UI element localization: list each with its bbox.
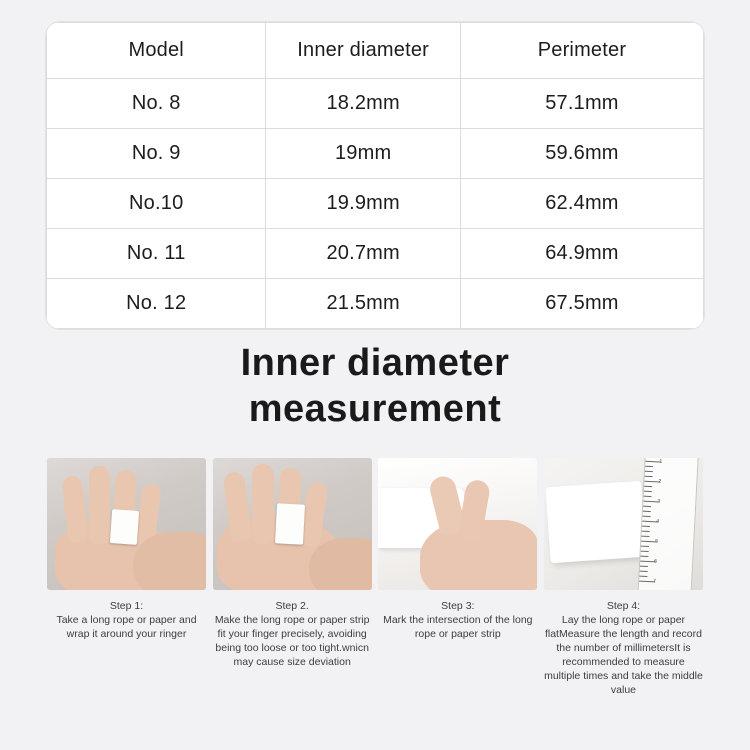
- column-header-inner-diameter: Inner diameter: [266, 23, 460, 79]
- step-title: Step 3:: [441, 600, 475, 612]
- ruler-tick: [645, 466, 653, 467]
- cell-perimeter: 67.5mm: [460, 279, 703, 329]
- step-1-photo: [47, 458, 206, 590]
- page-title: [0, 340, 750, 432]
- ruler-tick: [640, 556, 648, 557]
- ruler-tick: [639, 576, 647, 577]
- cell-model: No.10: [47, 179, 266, 229]
- ruler-tick: [645, 476, 653, 477]
- table-row: [47, 79, 704, 129]
- column-header-model: Model: [47, 23, 266, 79]
- cell-model: No. 12: [47, 279, 266, 329]
- paper-strip: [110, 509, 139, 545]
- ruler-tick: [641, 546, 649, 547]
- ruler-number: 7: [652, 578, 657, 585]
- step-item: [378, 458, 537, 697]
- ruler-number: 4: [656, 518, 660, 525]
- ruler-number: 6: [653, 558, 658, 565]
- step-item: [213, 458, 372, 697]
- paper-strip: [275, 503, 305, 544]
- ring-size-table-wrapper: [46, 22, 704, 329]
- step-body: Mark the intersection of the long rope or paper strip: [383, 614, 533, 640]
- finger-shape: [252, 464, 274, 544]
- ring-size-table: [46, 22, 704, 329]
- cell-inner-diameter: 21.5mm: [266, 279, 460, 329]
- ruler-number: 1: [659, 458, 663, 465]
- ruler-number: 3: [657, 498, 661, 505]
- step-body: Take a long rope or paper and wrap it around your ringer: [56, 614, 197, 640]
- cell-perimeter: 59.6mm: [460, 129, 703, 179]
- step-body: Make the long rope or paper strip fit your finger precisely, avoiding being too loose or too tight.wnicn may cause size deviation: [214, 614, 370, 668]
- ruler-tick: [644, 491, 652, 492]
- ruler-tick: [641, 536, 649, 537]
- table-row: [47, 229, 704, 279]
- cell-inner-diameter: 19mm: [266, 129, 460, 179]
- step-title: Step 1:: [109, 600, 144, 612]
- column-header-perimeter: Perimeter: [460, 23, 703, 79]
- cell-model: No. 11: [47, 229, 266, 279]
- step-title: Step 4:: [606, 600, 641, 612]
- step-item: [47, 458, 206, 697]
- step-title: Step 2.: [275, 600, 309, 612]
- ruler-tick: [644, 486, 652, 487]
- step-2-photo: [213, 458, 372, 590]
- step-body: Lay the long rope or paper flatMeasure the length and record the number of millimetersIt is recommended to measure multiple times and take the middle value: [544, 614, 703, 696]
- step-2-caption: [213, 599, 372, 669]
- cell-perimeter: 64.9mm: [460, 229, 703, 279]
- cell-inner-diameter: 20.7mm: [266, 229, 460, 279]
- page-title-line-2: measurement: [248, 388, 502, 430]
- ruler-tick: [643, 511, 651, 512]
- table-header-row: [47, 23, 704, 79]
- cell-inner-diameter: 19.9mm: [266, 179, 460, 229]
- page-title-line-1: Inner diameter: [240, 342, 510, 384]
- finger-shape: [89, 466, 110, 544]
- table-row: [47, 279, 704, 329]
- step-item: [544, 458, 703, 697]
- ruler-tick: [644, 496, 652, 497]
- cell-inner-diameter: 18.2mm: [266, 79, 460, 129]
- step-4-caption: [544, 599, 703, 697]
- ruler-tick: [640, 571, 648, 572]
- step-1-caption: [47, 599, 206, 641]
- paper-strip: [545, 481, 646, 564]
- ruler-tick: [643, 506, 651, 507]
- ruler: [637, 458, 699, 590]
- step-3-caption: [378, 599, 537, 641]
- ruler-number: 2: [658, 478, 662, 485]
- step-4-photo: [544, 458, 703, 590]
- table-row: [47, 179, 704, 229]
- ruler-tick: [645, 471, 653, 472]
- steps-row: [47, 458, 703, 697]
- cell-model: No. 8: [47, 79, 266, 129]
- table-row: [47, 129, 704, 179]
- ruler-tick: [642, 526, 650, 527]
- ruler-tick: [640, 566, 648, 567]
- cell-perimeter: 62.4mm: [460, 179, 703, 229]
- ruler-tick: [641, 551, 649, 552]
- ruler-tick: [642, 516, 650, 517]
- ruler-number: 5: [655, 538, 659, 545]
- second-hand-shape: [309, 538, 372, 590]
- cell-perimeter: 57.1mm: [460, 79, 703, 129]
- second-hand-shape: [133, 532, 206, 590]
- step-3-photo: [378, 458, 537, 590]
- cell-model: No. 9: [47, 129, 266, 179]
- ruler-tick: [642, 531, 650, 532]
